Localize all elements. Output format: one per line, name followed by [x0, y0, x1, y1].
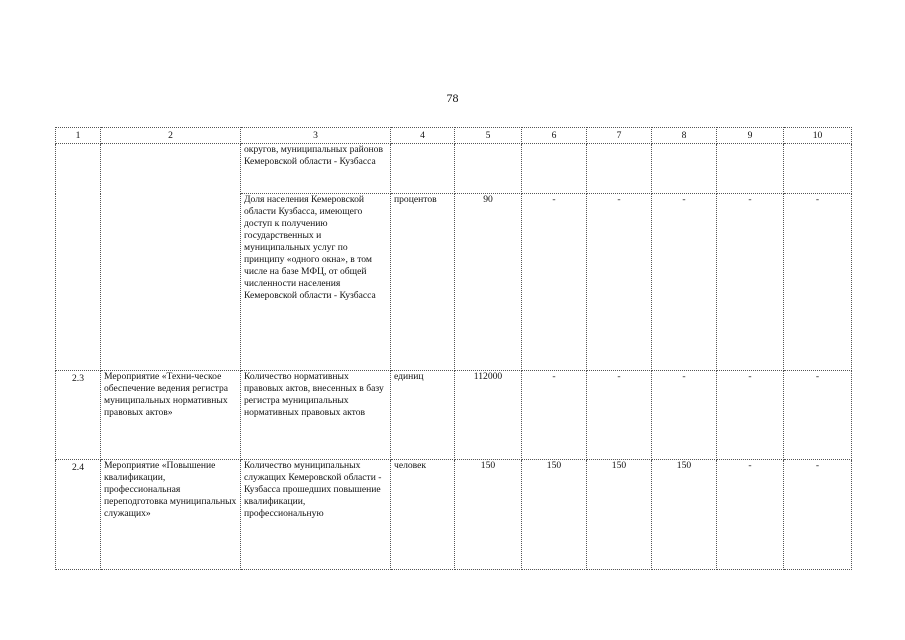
column-header: 6	[522, 128, 587, 144]
cell-indicator: Количество нормативных правовых актов, внесенных в базу регистра муниципальных нормативных правовых актов	[241, 371, 391, 460]
cell-unit: человек	[391, 460, 455, 570]
cell-value	[717, 144, 784, 194]
cell-event: Мероприятие «Повышение квалификации, профессиональная переподготовка муниципальных служащих»	[101, 460, 241, 570]
cell-value: -	[522, 194, 587, 371]
column-header: 7	[587, 128, 652, 144]
cell-value: -	[587, 371, 652, 460]
cell-event: Мероприятие «Техни-ческое обеспечение ведения регистра муниципальных нормативных правовых актов»	[101, 371, 241, 460]
cell-value: -	[652, 194, 717, 371]
cell-value: -	[717, 194, 784, 371]
cell-value: 90	[455, 194, 522, 371]
cell-value	[455, 144, 522, 194]
cell-indicator: округов, муниципальных районов Кемеровской области - Кузбасса	[241, 144, 391, 194]
page-number: 78	[446, 91, 459, 105]
cell-indicator: Доля населения Кемеровской области Кузбасса, имеющего доступ к получению государственных и муниципальных услуг по принципу «одного окна», в том числе на базе МФЦ, от общей численности населения Кемеровской области - Кузбасса	[241, 194, 391, 371]
cell-number	[56, 144, 101, 371]
cell-value: 112000	[455, 371, 522, 460]
cell-value	[522, 144, 587, 194]
cell-indicator: Количество муниципальных служащих Кемеровской области - Кузбасса прошедших повышение квалификации, профессиональную	[241, 460, 391, 570]
cell-value: -	[652, 371, 717, 460]
column-header: 8	[652, 128, 717, 144]
column-header: 2	[101, 128, 241, 144]
column-header: 3	[241, 128, 391, 144]
cell-value	[587, 144, 652, 194]
cell-number: 2.4	[56, 460, 101, 570]
table-row	[56, 371, 852, 460]
cell-unit	[391, 144, 455, 194]
cell-value: 150	[587, 460, 652, 570]
cell-value: -	[522, 371, 587, 460]
cell-value	[784, 144, 852, 194]
indicators-table	[55, 127, 852, 570]
cell-value: 150	[455, 460, 522, 570]
cell-unit: единиц	[391, 371, 455, 460]
cell-unit: процентов	[391, 194, 455, 371]
cell-number: 2.3	[56, 371, 101, 460]
column-header: 1	[56, 128, 101, 144]
column-header: 4	[391, 128, 455, 144]
column-header: 5	[455, 128, 522, 144]
cell-value: 150	[652, 460, 717, 570]
cell-value: -	[784, 460, 852, 570]
table-header-row	[56, 128, 852, 144]
cell-value: -	[717, 460, 784, 570]
cell-value: -	[784, 194, 852, 371]
cell-value: -	[587, 194, 652, 371]
cell-value	[652, 144, 717, 194]
cell-value: -	[717, 371, 784, 460]
column-header: 9	[717, 128, 784, 144]
table-row	[56, 460, 852, 570]
cell-value: 150	[522, 460, 587, 570]
cell-event	[101, 144, 241, 371]
column-header: 10	[784, 128, 852, 144]
table-row	[56, 144, 852, 194]
cell-value: -	[784, 371, 852, 460]
